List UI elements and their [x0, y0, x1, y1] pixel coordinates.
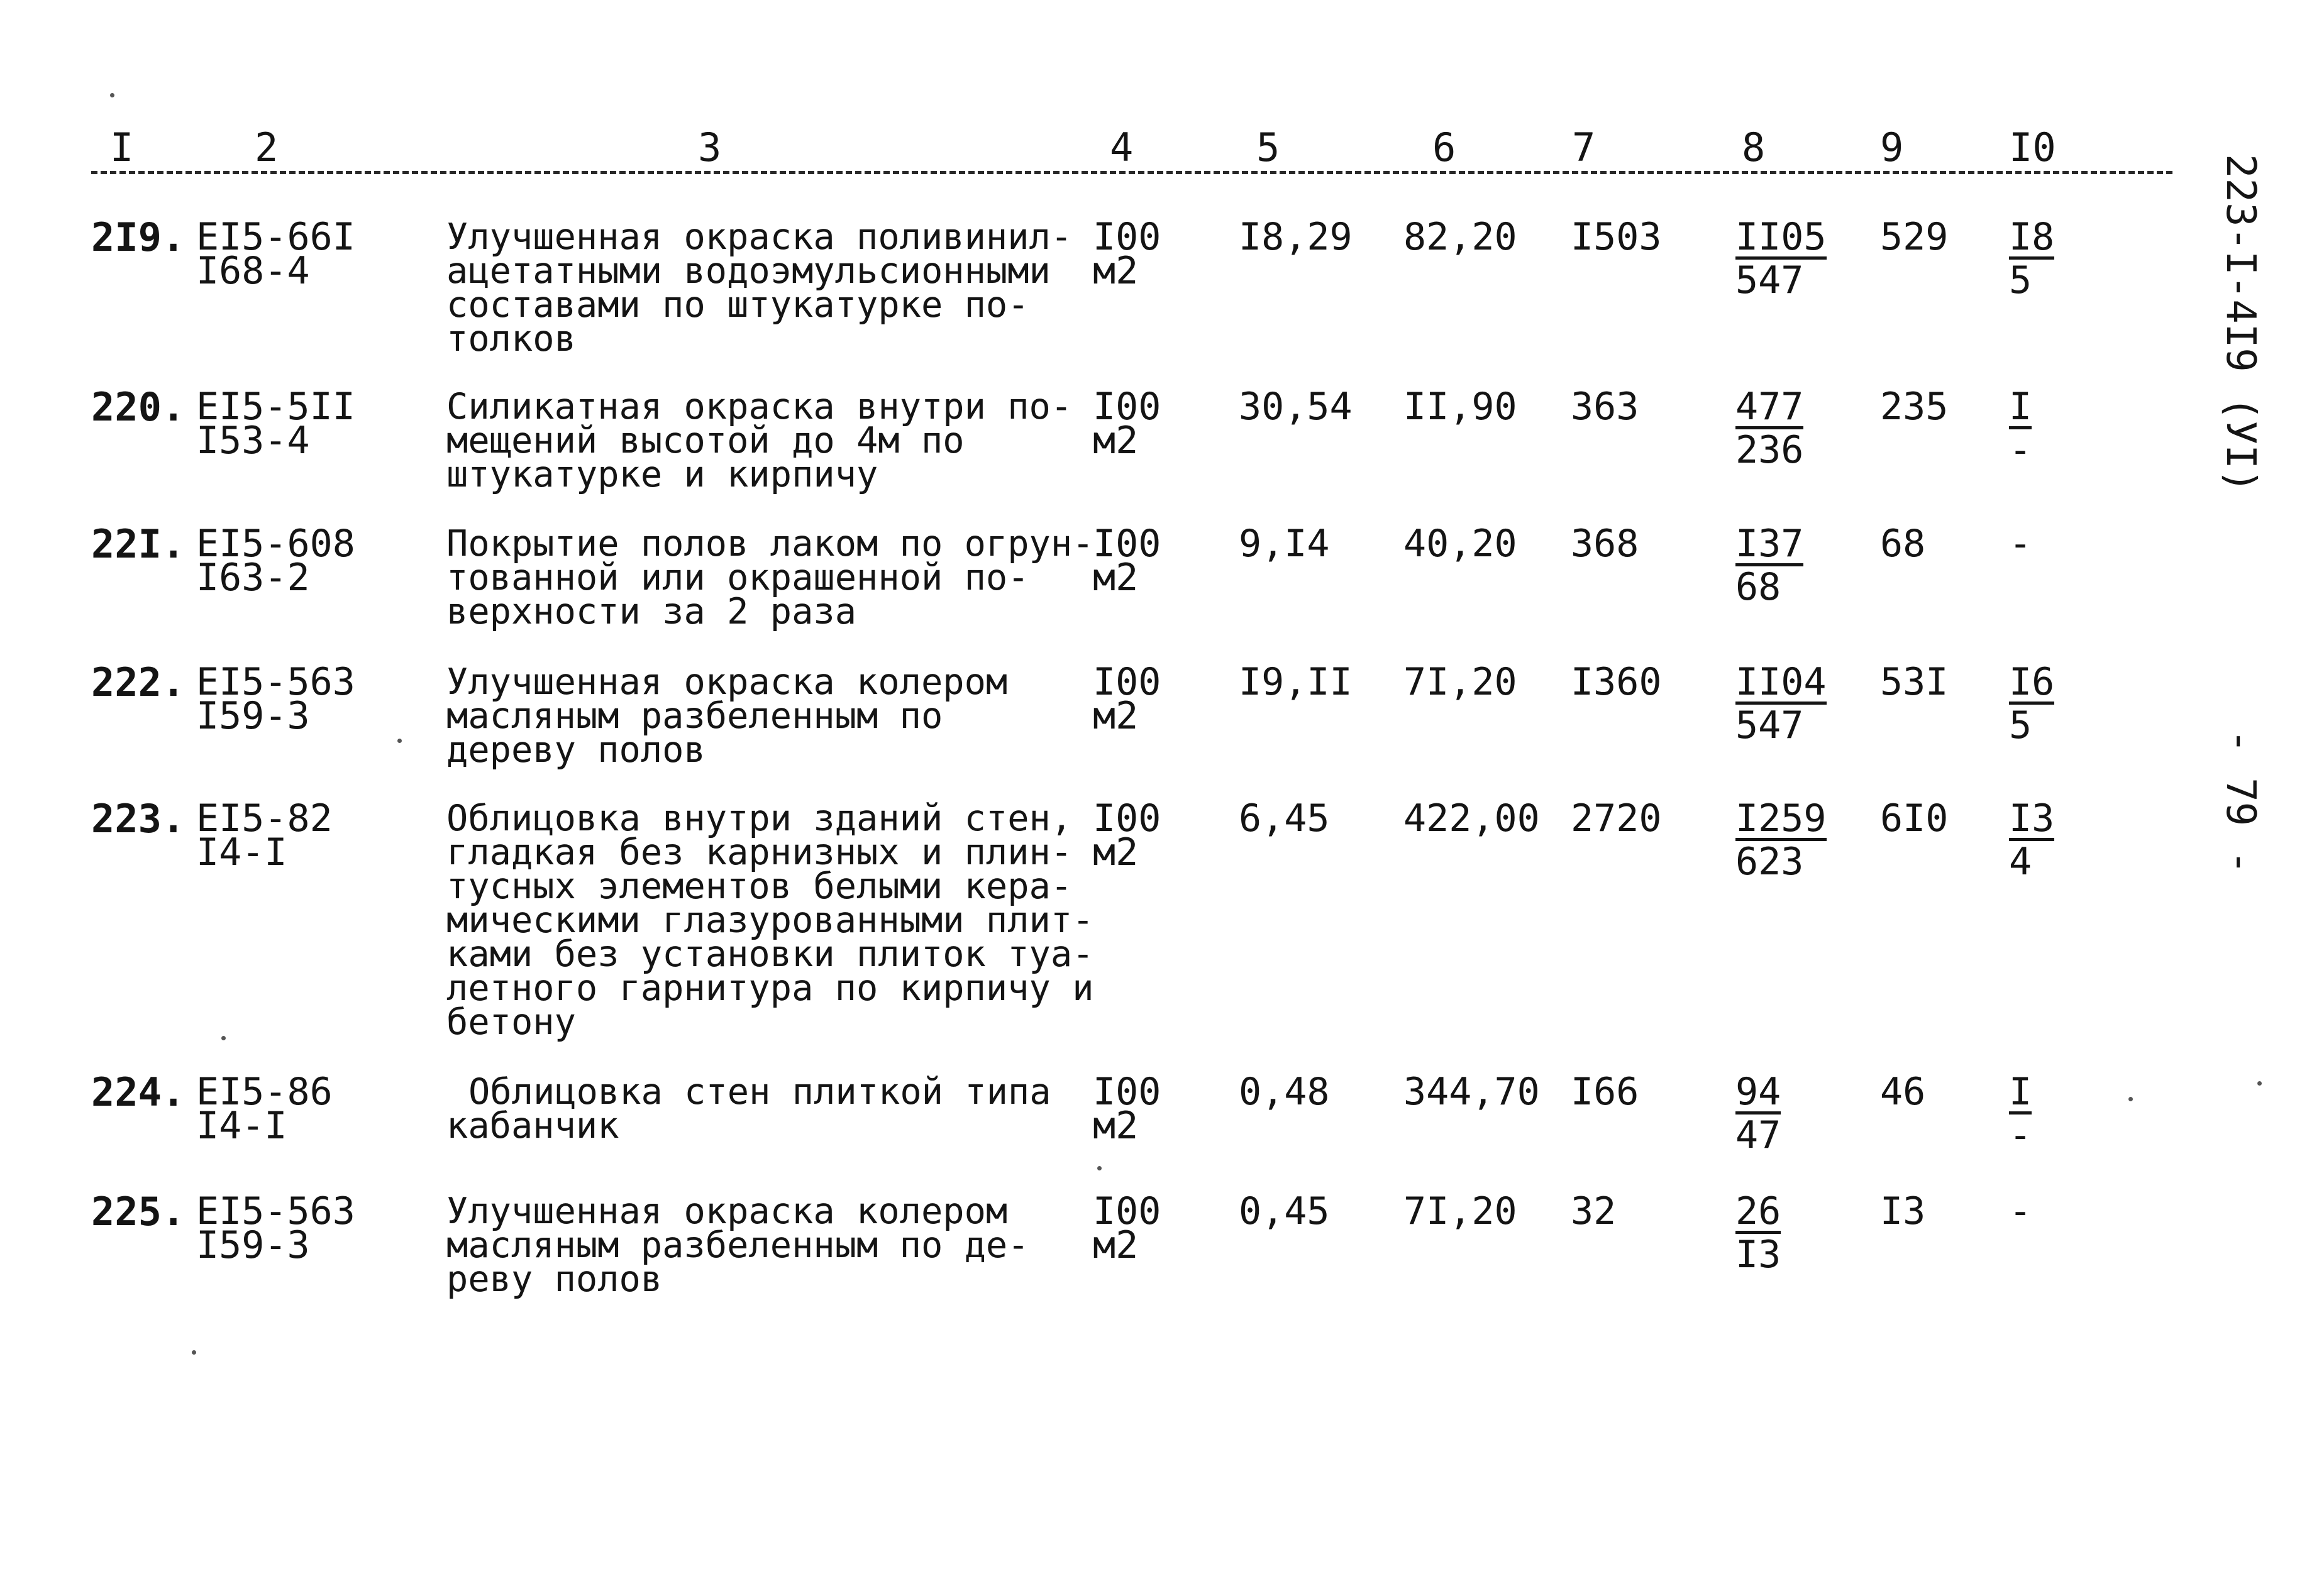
row-number: 225.: [91, 1189, 185, 1235]
row-number: 2I9.: [91, 214, 185, 260]
row-col8-fraction: $\frac{26}{I3}$: [1735, 1189, 1781, 1277]
row-codes: EI5-563 I59-3: [196, 1189, 355, 1267]
row-col9: 53I: [1880, 660, 1949, 704]
row-description: Улучшенная окраска колером масляным разбеленным по де- реву полов: [446, 1191, 1029, 1300]
row-col10-fraction: $\frac{I}{-}$: [2009, 1070, 2032, 1157]
row-unit: I00 м2: [1093, 1070, 1161, 1148]
row-col6: 82,20: [1403, 215, 1517, 259]
row-col9: 6I0: [1880, 796, 1949, 840]
row-col7: 363: [1571, 385, 1639, 429]
header-col-4: 4: [1110, 124, 1134, 170]
row-number: 224.: [91, 1069, 185, 1115]
document-code-label: 223-I-4I9 (УI): [2217, 154, 2264, 493]
header-col-2: 2: [255, 124, 279, 170]
header-col-5: 5: [1256, 124, 1280, 170]
row-col6: II,90: [1403, 385, 1517, 429]
row-col9: I3: [1880, 1189, 1926, 1233]
row-unit: I00 м2: [1093, 796, 1161, 874]
row-col10-fraction: $\frac{I6}{5}$: [2009, 660, 2055, 747]
row-description: Улучшенная окраска колером масляным разбеленным по дереву полов: [446, 661, 1008, 771]
row-codes: EI5-82 I4-I: [196, 796, 333, 874]
row-col6: 422,00: [1403, 796, 1540, 840]
scan-speck: [221, 1036, 226, 1040]
header-col-3: 3: [698, 124, 722, 170]
row-codes: EI5-86 I4-I: [196, 1070, 333, 1148]
row-col10-fraction: $\frac{I3}{4}$: [2009, 796, 2055, 884]
row-col9: 529: [1880, 215, 1949, 259]
row-unit: I00 м2: [1093, 660, 1161, 738]
header-col-9: 9: [1880, 124, 1904, 170]
row-col5: 6,45: [1239, 796, 1330, 840]
row-col5: I8,29: [1239, 215, 1353, 259]
row-description: Силикатная окраска внутри по- мещений высотой до 4м по штукатурке и кирпичу: [446, 386, 1073, 495]
header-col-1: I: [110, 124, 134, 170]
row-unit: I00 м2: [1093, 1189, 1161, 1267]
row-col9: 68: [1880, 522, 1926, 566]
page-number-label: - 79 -: [2217, 729, 2264, 875]
row-col5: 30,54: [1239, 385, 1353, 429]
row-number: 222.: [91, 659, 185, 705]
row-col10-fraction: $\frac{I8}{5}$: [2009, 215, 2055, 302]
row-col6: 40,20: [1403, 522, 1517, 566]
row-col5: I9,II: [1239, 660, 1353, 704]
row-col7: I360: [1571, 660, 1662, 704]
row-number: 220.: [91, 384, 185, 430]
row-codes: EI5-608 I63-2: [196, 522, 355, 600]
row-description: Улучшенная окраска поливинил- ацетатными водоэмульсионными составами по штукатурке по- толков: [446, 216, 1073, 360]
scan-speck: [192, 1350, 196, 1355]
row-col8-fraction: $\frac{II04}{547}$: [1735, 660, 1827, 747]
header-col-7: 7: [1572, 124, 1596, 170]
header-col-8: 8: [1742, 124, 1766, 170]
row-codes: EI5-66I I68-4: [196, 215, 355, 293]
row-unit: I00 м2: [1093, 215, 1161, 293]
row-unit: I00 м2: [1093, 385, 1161, 463]
row-col9: 46: [1880, 1070, 1926, 1114]
row-description: Покрытие полов лаком по огрун- тованной или окрашенной по- верхности за 2 раза: [446, 523, 1094, 632]
row-col7: I503: [1571, 215, 1662, 259]
row-number: 22I.: [91, 521, 185, 567]
row-description: Облицовка стен плиткой типа кабанчик: [446, 1071, 1051, 1147]
row-col5: 9,I4: [1239, 522, 1330, 566]
row-col6: 344,70: [1403, 1070, 1540, 1114]
scan-speck: [2128, 1097, 2133, 1101]
row-number: 223.: [91, 796, 185, 842]
row-col9: 235: [1880, 385, 1949, 429]
header-col-10: I0: [2009, 124, 2056, 170]
scan-speck: [2257, 1081, 2262, 1086]
row-col6: 7I,20: [1403, 1189, 1517, 1233]
row-col10-value: -: [2009, 522, 2032, 566]
row-codes: EI5-563 I59-3: [196, 660, 355, 738]
row-col10-value: -: [2009, 1189, 2032, 1233]
scan-speck: [397, 739, 402, 743]
row-col8-fraction: $\frac{477}{236}$: [1735, 385, 1804, 472]
scan-speck: [1097, 1166, 1102, 1170]
row-description: Облицовка внутри зданий стен, гладкая без карнизных и плин- тусных элементов белыми кера- мическими глазурованными плит- ками без установки плиток туа- летного гарнитура по кирпичу и бетону: [446, 798, 1094, 1043]
row-col8-fraction: $\frac{I259}{623}$: [1735, 796, 1827, 884]
row-col5: 0,48: [1239, 1070, 1330, 1114]
header-col-6: 6: [1432, 124, 1456, 170]
row-col10-fraction: $\frac{I}{-}$: [2009, 385, 2032, 472]
row-col8-fraction: $\frac{II05}{547}$: [1735, 215, 1827, 302]
row-col5: 0,45: [1239, 1189, 1330, 1233]
scan-speck: [110, 93, 114, 97]
header-rule: [91, 171, 2172, 174]
row-col7: 368: [1571, 522, 1639, 566]
row-unit: I00 м2: [1093, 522, 1161, 600]
row-col6: 7I,20: [1403, 660, 1517, 704]
row-col7: I66: [1571, 1070, 1639, 1114]
row-col7: 32: [1571, 1189, 1617, 1233]
row-col7: 2720: [1571, 796, 1662, 840]
row-codes: EI5-5II I53-4: [196, 385, 355, 463]
row-col8-fraction: $\frac{94}{47}$: [1735, 1070, 1781, 1157]
row-col8-fraction: $\frac{I37}{68}$: [1735, 522, 1804, 609]
